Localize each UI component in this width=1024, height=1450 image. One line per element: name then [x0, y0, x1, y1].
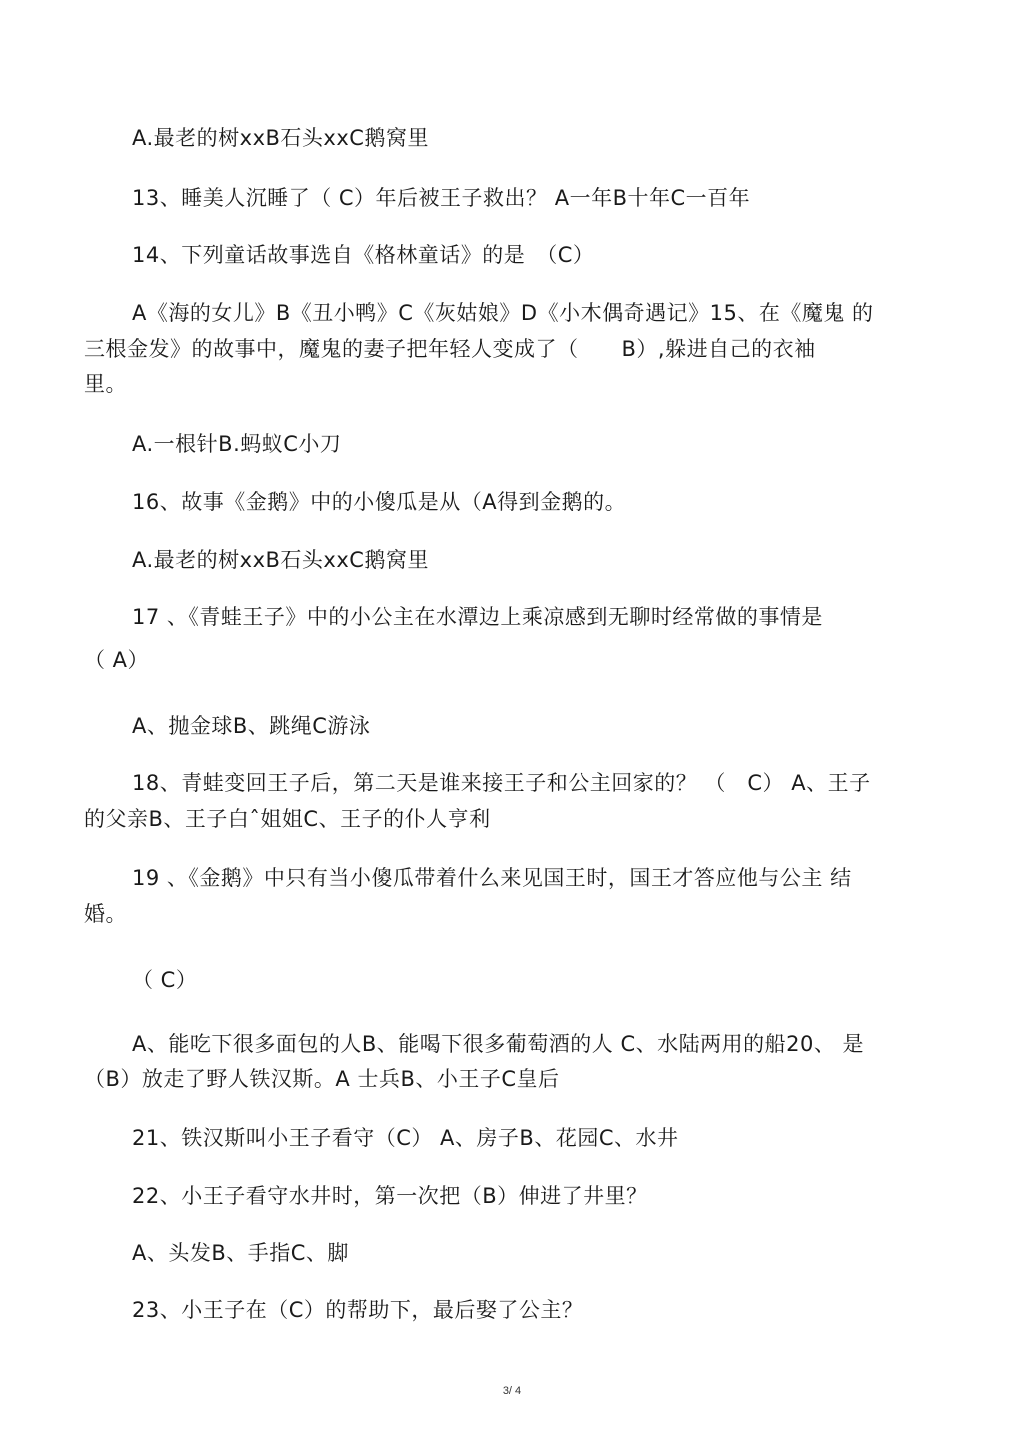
text-line-16: 婚。: [84, 902, 127, 926]
text-line-8: 16、故事《金鹅》中的小傻瓜是从（A得到金鹅的。: [132, 490, 627, 514]
page-number: 3/ 4: [502, 1385, 522, 1397]
text-line-21: 22、小王子看守水井时，第一次把（B）伸进了井里？: [132, 1184, 648, 1208]
text-line-13: 18、青蛙变回王子后，第二天是谁来接王子和公主回家的？ （ C） A、王子: [132, 771, 871, 795]
text-line-4: A《海的女儿》B《丑小鸭》C《灰姑娘》D《小木偶奇遇记》15、在《魔鬼 的: [132, 301, 874, 325]
text-line-15: 19 、《金鹅》中只有当小傻瓜带着什么来见国王时，国王才答应他与公主 结: [132, 866, 852, 890]
text-line-6: 里。: [84, 372, 127, 396]
text-line-9: A.最老的树xxB石头xxC鹅窝里: [132, 548, 429, 572]
text-line-5: 三根金发》的故事中，魔鬼的妻子把年轻人变成了（ B）,躲进自己的衣袖: [84, 337, 816, 361]
text-line-23: 23、小王子在（C）的帮助下，最后娶了公主？: [132, 1298, 584, 1322]
text-line-12: A、抛金球B、跳绳C游泳: [132, 714, 371, 738]
text-line-22: A、头发B、手指C、脚: [132, 1241, 349, 1265]
text-line-14: 的父亲B、王子白ˆ姐姐C、王子的仆人亨利: [84, 807, 491, 831]
text-line-19: （B）放走了野人铁汉斯。A 士兵B、小王子C皇后: [84, 1067, 560, 1091]
text-line-2: 13、睡美人沉睡了（ C）年后被王子救出？ A一年B十年C一百年: [132, 186, 751, 210]
text-line-3: 14、下列童话故事选自《格林童话》的是 （C）: [132, 243, 595, 267]
text-line-1: A.最老的树xxB石头xxC鹅窝里: [132, 126, 429, 150]
text-line-20: 21、铁汉斯叫小王子看守（C） A、房子B、花园C、水井: [132, 1126, 679, 1150]
text-line-18: A、能吃下很多面包的人B、能喝下很多葡萄酒的人 C、水陆两用的船20、 是: [132, 1032, 865, 1056]
text-line-7: A.一根针B.蚂蚁C小刀: [132, 432, 342, 456]
text-line-17: （ C）: [132, 968, 198, 992]
text-line-11: （ A）: [84, 648, 150, 672]
text-line-10: 17 、《青蛙王子》中的小公主在水潭边上乘凉感到无聊时经常做的事情是: [132, 605, 823, 629]
